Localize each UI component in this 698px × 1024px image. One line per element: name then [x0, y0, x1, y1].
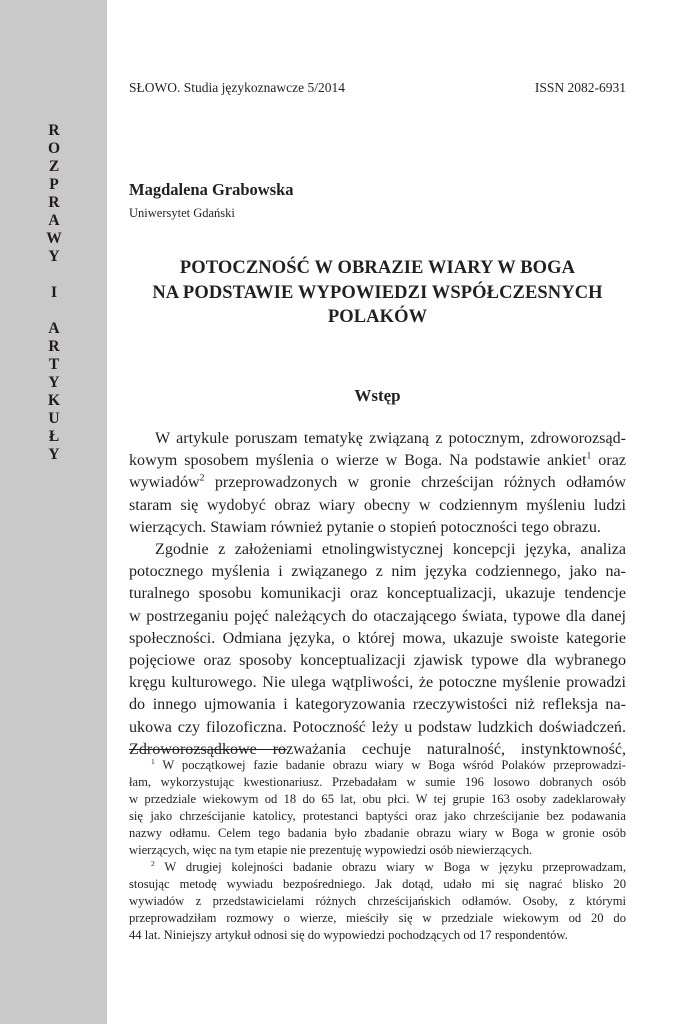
body-line: kręgu kulturowego. Nie ulega wątpliwości, że potoczne myślenie prowadzi	[129, 674, 626, 692]
side-label-gap	[42, 302, 66, 320]
footnote-ref-2[interactable]: 2	[199, 473, 205, 485]
body-line: wywiadów$^2$ przeprowadzonych w gronie chrześcijan różnych odłamów	[129, 473, 626, 492]
side-label-letter: R	[48, 122, 60, 139]
footnotes	[129, 757, 626, 944]
section-side-label	[42, 122, 66, 464]
footnote-line: przeprowadziłam rozmowy o wierze, mieściły się w przedziale wiekowym od 20 do	[129, 911, 626, 925]
side-label-letter: A	[48, 320, 60, 337]
footnote-line: 44 lat. Niniejszy artykuł odnosi się do wypowiedzi pochodzących od 17 respondentów.	[129, 928, 568, 942]
author-name: Magdalena Grabowska	[129, 180, 294, 199]
side-label-letter: Ł	[48, 428, 60, 445]
footnote-line: wierzących, więc na tym etapie nie prezentuję wypowiedzi osób niewierzących.	[129, 843, 533, 857]
body-line: ukowa czy filozoficzna. Potoczność leży u podstaw ludzkich doświadczeń.	[129, 718, 626, 736]
section-heading: Wstęp	[354, 386, 401, 405]
title-line: POLAKÓW	[327, 307, 428, 327]
footnote-line: $^2$ W drugiej kolejności badanie obrazu wiary w Boga w języku przeprowadzam,	[151, 858, 626, 874]
article-title	[120, 256, 635, 330]
footnote-line: wywiadów z przedstawicielami różnych chrześcijańskich odłamów. Osoby, z którymi	[129, 894, 626, 908]
body-line: społeczności. Odmiana języka, o której mowa, ukazuje swoiste kategorie	[129, 629, 626, 647]
title-line: POTOCZNOŚĆ W OBRAZIE WIARY W BOGA	[179, 258, 576, 278]
side-label-letter: I	[50, 284, 58, 301]
issn: ISSN 2082-6931	[534, 80, 626, 95]
side-label-letter: Y	[48, 446, 60, 463]
footnote-line: łam, wykorzystując kwestionariusz. Przebadałam w sumie 196 losowo dobranych osób	[129, 775, 626, 789]
side-label-letter: Z	[48, 158, 60, 175]
side-label-letter: Y	[48, 248, 60, 265]
body-line: Zgodnie z założeniami etnolingwistycznej koncepcji języka, analiza	[155, 541, 626, 559]
author-affiliation: Uniwersytet Gdański	[129, 206, 235, 220]
side-label-letter: R	[48, 194, 60, 211]
side-label-letter: O	[47, 140, 61, 157]
body-line: w postrzeganiu pojęć należących do otaczającego świata, typowe dla danej	[129, 607, 626, 625]
body-line: do innego ujmowania i kategoryzowania rzeczywistości niż refleksja na-	[129, 696, 626, 714]
footnote-line: w przedziale wiekowym od 18 do 65 lat, obu płci. W tej grupie 163 osoby zadeklarowały	[129, 792, 626, 806]
footnote-rule	[129, 749, 287, 750]
side-label-letter: A	[48, 212, 60, 229]
side-label-letter: U	[48, 410, 60, 427]
side-label-gap	[42, 266, 66, 284]
side-label-letter: P	[49, 176, 59, 193]
body-line: kowym sposobem myślenia o wierze w Boga. Na podstawie ankiet$^1$ oraz	[129, 450, 626, 470]
side-label-letter: R	[48, 338, 60, 355]
body-line: W artykule poruszam tematykę związaną z potocznym, zdroworozsąd-	[155, 430, 626, 447]
body-line: potocznego myślenia i związanego z nim języka codziennego, jako na-	[129, 563, 626, 581]
body-line: Zdroworozsądkowe rozważania cechuje naturalność, instynktowność,	[129, 740, 626, 758]
footnote-line: nazwy odłamu. Celem tego badania było zbadanie obrazu wiary w Boga w gronie osób	[129, 826, 626, 840]
side-label-letter: Y	[48, 374, 60, 391]
footnote-ref-1[interactable]: 1	[586, 450, 592, 462]
side-label-letter: T	[48, 356, 60, 373]
footnote-mark-2: 2	[151, 858, 155, 868]
body-line: pojęciowe oraz sposoby konceptualizacji zjawisk typowe dla wybranego	[129, 652, 626, 670]
footnote-line: $^1$ W początkowej fazie badanie obrazu wiary w Boga wśród Polaków przeprowadzi-	[151, 756, 626, 772]
title-line: NA PODSTAWIE WYPOWIEDZI WSPÓŁCZESNYCH	[152, 282, 603, 303]
body-text	[129, 428, 626, 761]
footnote-mark-1: 1	[151, 756, 155, 766]
side-label-letter: K	[47, 392, 61, 409]
footnote-line: się jako chrześcijanie katolicy, protestanci baptyści oraz jako chrześcijanie bez podawania	[129, 809, 626, 823]
body-line: turalnego sposobu komunikacji oraz konceptualizacji, ukazuje tendencje	[129, 585, 626, 603]
running-head	[129, 80, 626, 96]
journal-name: SŁOWO. Studia językoznawcze 5/2014	[129, 80, 345, 95]
body-line: wierzących. Stawiam również pytanie o stopień potoczności tego obrazu.	[129, 518, 601, 536]
footnote-line: stosując metodę wywiadu bezpośredniego. Jak dotąd, udało mi się nagrać blisko 20	[129, 877, 626, 891]
body-line: staram się wydobyć obraz wiary obecny w codziennym myśleniu ludzi	[129, 496, 626, 514]
side-label-letter: W	[46, 230, 62, 247]
